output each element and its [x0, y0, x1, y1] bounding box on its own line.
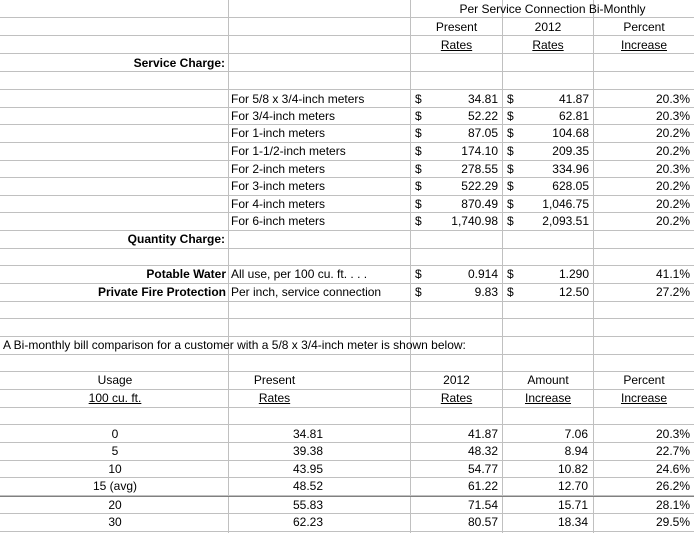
currency-symbol: $ [507, 162, 514, 176]
usage-value: 5 [111, 444, 119, 458]
percent-increase: 20.2% [655, 126, 690, 140]
header-usage: Usage [97, 373, 133, 387]
present-bill: 48.52 [292, 479, 323, 493]
charge-type-label: Private Fire Protection [97, 285, 226, 299]
charge-type-label: Potable Water [146, 267, 226, 281]
present-rate: 870.49 [461, 197, 498, 211]
new-bill: 80.57 [467, 515, 498, 529]
currency-symbol: $ [415, 179, 422, 193]
new-rate: 41.87 [558, 92, 589, 106]
present-rate: 278.55 [461, 162, 498, 176]
new-rate: 12.50 [558, 285, 589, 299]
currency-symbol: $ [415, 197, 422, 211]
usage-value: 10 [108, 462, 122, 476]
amount-increase: 10.82 [557, 462, 588, 476]
new-rate: 628.05 [552, 179, 589, 193]
currency-symbol: $ [507, 197, 514, 211]
header-percent: Percent [623, 373, 665, 387]
percent-increase: 26.2% [655, 479, 690, 493]
currency-symbol: $ [415, 92, 422, 106]
present-bill: 39.38 [292, 444, 323, 458]
percent-increase: 24.6% [655, 462, 690, 476]
new-bill: 54.77 [467, 462, 498, 476]
table-row [0, 496, 694, 514]
table-row [0, 265, 694, 283]
new-rate: 1,046.75 [542, 197, 589, 211]
present-bill: 34.81 [292, 427, 323, 441]
table-row [0, 513, 694, 531]
present-rate: 174.10 [461, 144, 498, 158]
present-rate: 87.05 [467, 126, 498, 140]
present-bill: 62.23 [292, 515, 323, 529]
percent-increase: 20.2% [655, 144, 690, 158]
header-present: Present [253, 373, 296, 387]
table-row [0, 124, 694, 142]
table-row [0, 195, 694, 213]
present-rate: 34.81 [467, 92, 498, 106]
table-row [0, 477, 694, 495]
table-row [0, 442, 694, 460]
usage-value: 0 [111, 427, 119, 441]
new-rate: 334.96 [552, 162, 589, 176]
header-2012-rates: Rates [440, 391, 473, 405]
charge-description: All use, per 100 cu. ft. . . . [231, 267, 368, 281]
new-bill: 61.22 [467, 479, 498, 493]
present-rate: 52.22 [467, 109, 498, 123]
present-rate: 1,740.98 [451, 214, 498, 228]
present-rate: 0.914 [467, 267, 498, 281]
currency-symbol: $ [415, 144, 422, 158]
percent-increase: 20.2% [655, 197, 690, 211]
new-rate: 1.290 [558, 267, 589, 281]
percent-increase: 27.2% [655, 285, 690, 299]
currency-symbol: $ [507, 92, 514, 106]
header-usage-unit: 100 cu. ft. [88, 391, 142, 405]
currency-symbol: $ [507, 267, 514, 281]
percent-increase: 20.3% [655, 427, 690, 441]
currency-symbol: $ [507, 179, 514, 193]
new-bill: 41.87 [467, 427, 498, 441]
currency-symbol: $ [415, 285, 422, 299]
percent-increase: 20.2% [655, 179, 690, 193]
meter-description: For 3-inch meters [231, 179, 326, 193]
header-2012-rates: Rates [532, 38, 564, 52]
present-bill: 55.83 [292, 498, 323, 512]
header-present-rates: Rates [440, 38, 473, 52]
header-present: Present [435, 20, 478, 34]
table-row [0, 212, 694, 230]
header-amount: Amount [527, 373, 569, 387]
meter-description: For 2-inch meters [231, 162, 326, 176]
percent-increase: 20.3% [655, 109, 690, 123]
new-rate: 209.35 [552, 144, 589, 158]
currency-symbol: $ [507, 144, 514, 158]
quantity-charge-label: Quantity Charge: [127, 232, 225, 246]
currency-symbol: $ [415, 126, 422, 140]
currency-symbol: $ [415, 162, 422, 176]
currency-symbol: $ [507, 285, 514, 299]
header-2012: 2012 [443, 373, 470, 387]
table-row [0, 160, 694, 178]
new-rate: 62.81 [558, 109, 589, 123]
meter-description: For 1-1/2-inch meters [231, 144, 346, 158]
header-present-rates: Rates [258, 391, 291, 405]
table-row [0, 425, 694, 443]
meter-description: For 6-inch meters [231, 214, 326, 228]
new-rate: 104.68 [552, 126, 589, 140]
currency-symbol: $ [415, 109, 422, 123]
percent-increase: 41.1% [655, 267, 690, 281]
meter-description: For 3/4-inch meters [231, 109, 336, 123]
present-bill: 43.95 [292, 462, 323, 476]
usage-value: 20 [108, 498, 122, 512]
amount-increase: 12.70 [557, 479, 588, 493]
table-row [0, 460, 694, 478]
header-2012: 2012 [534, 20, 562, 34]
amount-increase: 18.34 [557, 515, 588, 529]
currency-symbol: $ [507, 126, 514, 140]
header-increase: Increase [620, 38, 668, 52]
table-row [0, 177, 694, 195]
currency-symbol: $ [507, 214, 514, 228]
meter-description: For 4-inch meters [231, 197, 326, 211]
amount-increase: 15.71 [557, 498, 588, 512]
table-row [0, 90, 694, 108]
header-amount-increase: Increase [524, 391, 572, 405]
percent-increase: 22.7% [655, 444, 690, 458]
charge-description: Per inch, service connection [231, 285, 382, 299]
new-bill: 48.32 [467, 444, 498, 458]
comparison-note: A Bi-monthly bill comparison for a customer with a 5/8 x 3/4-inch meter is shown below: [3, 338, 466, 352]
present-rate: 522.29 [461, 179, 498, 193]
group-title: Per Service Connection Bi-Monthly [459, 2, 646, 16]
currency-symbol: $ [507, 109, 514, 123]
present-rate: 9.83 [474, 285, 498, 299]
meter-description: For 1-inch meters [231, 126, 326, 140]
new-rate: 2,093.51 [542, 214, 589, 228]
percent-increase: 20.3% [655, 92, 690, 106]
table-row [0, 107, 694, 125]
percent-increase: 20.3% [655, 162, 690, 176]
header-percent: Percent [623, 20, 665, 34]
header-percent-increase: Increase [620, 391, 668, 405]
percent-increase: 20.2% [655, 214, 690, 228]
percent-increase: 28.1% [655, 498, 690, 512]
currency-symbol: $ [415, 267, 422, 281]
usage-value: 15 (avg) [92, 479, 138, 493]
percent-increase: 29.5% [655, 515, 690, 529]
usage-value: 30 [108, 515, 122, 529]
table-row [0, 142, 694, 160]
table-row [0, 283, 694, 301]
new-bill: 71.54 [467, 498, 498, 512]
amount-increase: 8.94 [564, 444, 588, 458]
meter-description: For 5/8 x 3/4-inch meters [231, 92, 365, 106]
amount-increase: 7.06 [564, 427, 588, 441]
currency-symbol: $ [415, 214, 422, 228]
service-charge-label: Service Charge: [133, 56, 225, 70]
